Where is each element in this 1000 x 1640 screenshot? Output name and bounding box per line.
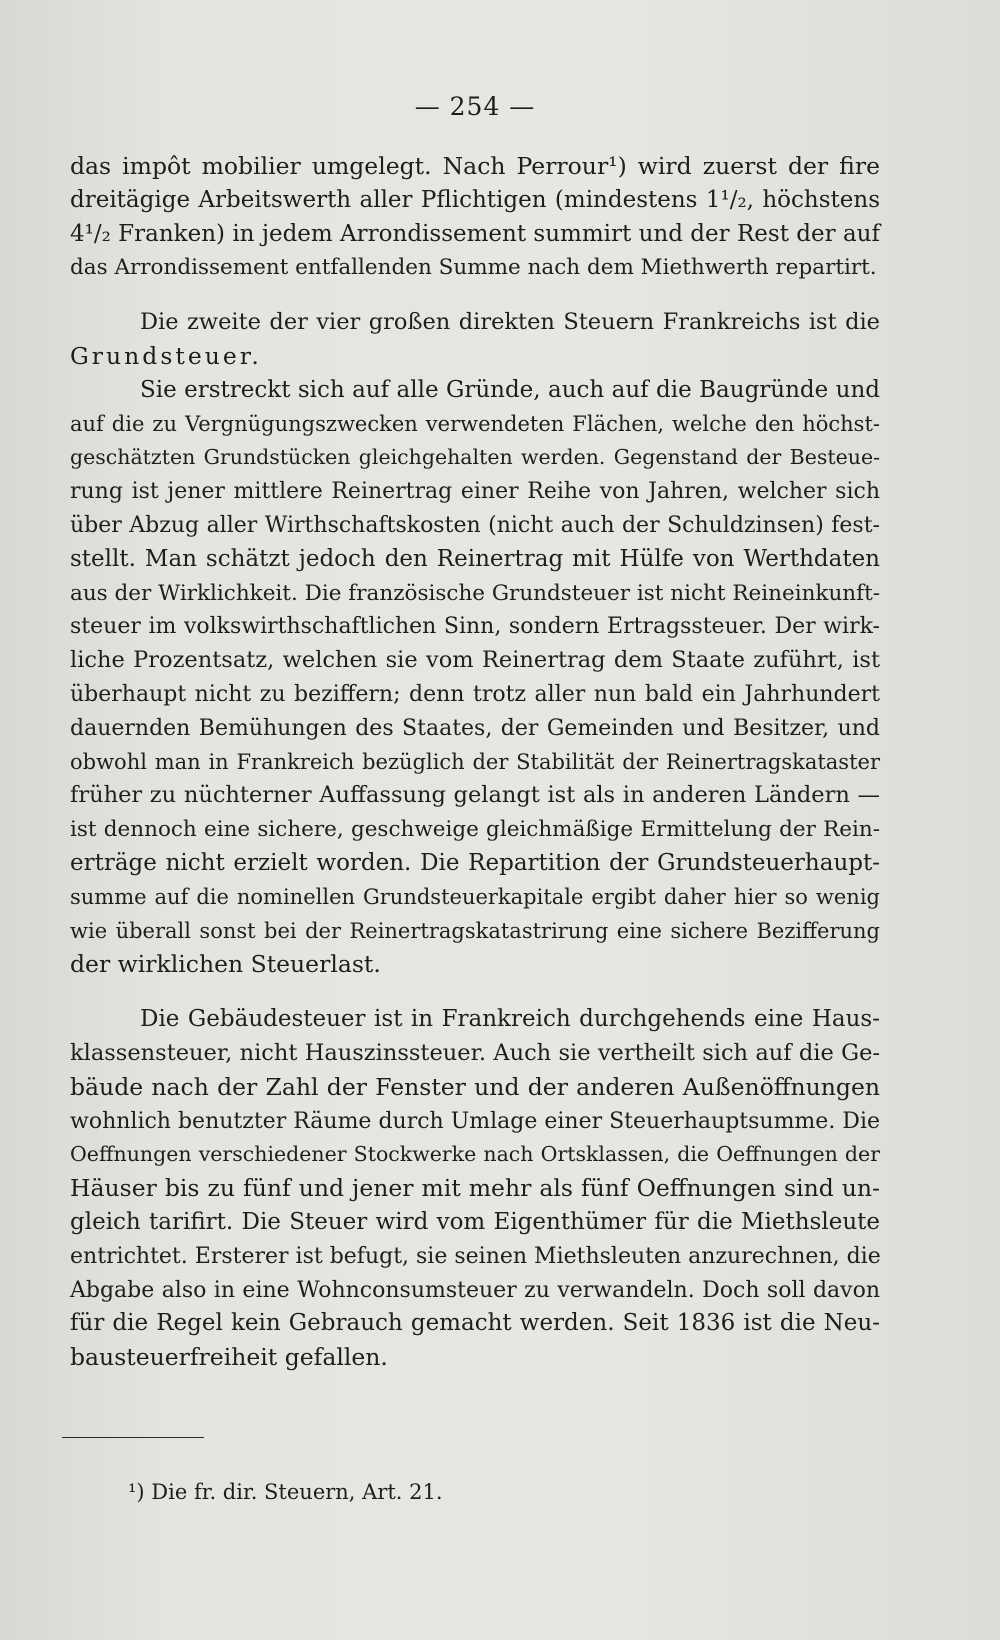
text-line: das Arrondissement entfallenden Summe nach dem Miethwerth repartirt. [70,255,877,281]
paragraph-4 [70,1003,880,1375]
text-line: ist dennoch eine sichere, geschweige gleichmäßige Ermittelung der Rein- [70,817,880,843]
text-line: das impôt mobilier umgelegt. Nach Perrour¹) wird zuerst der fire [70,152,880,180]
page-number: — 254 — [414,92,536,121]
text-line: liche Prozentsatz, welchen sie vom Reinertrag dem Staate zuführt, ist [70,647,880,674]
text-line: summe auf die nominellen Grundsteuerkapitale ergibt daher hier so wenig [70,884,880,909]
text-line: entrichtet. Ersterer ist befugt, sie seinen Miethsleuten anzurechnen, die [70,1243,881,1269]
text-line: bäude nach der Zahl der Fenster und der anderen Außenöffnungen [70,1072,880,1101]
text-line: auf die zu Vergnügungszwecken verwendeten Flächen, welche den höchst- [70,411,880,436]
text-line: obwohl man in Frankreich bezüglich der Stabilität der Reinertragskataster [70,749,880,774]
text-line: aus der Wirklichkeit. Die französische Grundsteuer ist nicht Reineinkunft- [70,580,880,606]
paragraph-2 [70,306,880,374]
text-line: rung ist jener mittlere Reinertrag einer Reihe von Jahren, welcher sich [70,479,880,505]
text-line: stellt. Man schätzt jedoch den Reinertrag mit Hülfe von Werthdaten [70,545,880,572]
text-line: wie überall sonst bei der Reinertragskatastrirung eine sichere Bezifferung [70,918,880,943]
text-line: bausteuerfreiheit gefallen. [70,1343,388,1372]
text-line: über Abzug aller Wirthschaftskosten (nicht auch der Schuldzinsen) fest- [70,512,880,538]
footnote: ¹) Die fr. dir. Steuern, Art. 21. [128,1480,443,1504]
text-line: dreitägige Arbeitswerth aller Pflichtigen (mindestens 1¹/₂, höchstens [70,186,880,213]
text-line: Abgabe also in eine Wohnconsumsteuer zu verwandeln. Doch soll davon [70,1277,880,1303]
text-line: wohnlich benutzter Räume durch Umlage einer Steuerhauptsumme. Die [70,1108,880,1134]
text-line: 4¹/₂ Franken) in jedem Arrondissement summirt und der Rest der auf [70,220,880,247]
text-line: erträge nicht erzielt worden. Die Repartition der Grundsteuerhaupt- [70,849,880,876]
text-line: Häuser bis zu fünf und jener mit mehr als fünf Oeffnungen sind un- [70,1174,880,1203]
text-line: klassensteuer, nicht Hauszinssteuer. Auch sie vertheilt sich auf die Ge- [70,1039,880,1066]
text-line: für die Regel kein Gebrauch gemacht werden. Seit 1836 ist die Neu- [70,1310,880,1337]
text-line: geschätzten Grundstücken gleichgehalten werden. Gegenstand der Besteue- [70,445,880,470]
text-line: Die Gebäudesteuer ist in Frankreich durchgehends eine Haus- [140,1006,880,1033]
text-line: überhaupt nicht zu beziffern; denn trotz aller nun bald ein Jahrhundert [70,681,880,707]
text-line: gleich tarifirt. Die Steuer wird vom Eigenthümer für die Miethsleute [70,1208,880,1235]
text-line: Die zweite der vier großen direkten Steuern Frankreichs ist die [140,309,880,336]
footnote-divider [62,1437,204,1438]
paragraph-3 [70,374,880,982]
text-line: dauernden Bemühungen des Staates, der Gemeinden und Besitzer, und [70,715,880,741]
text-line: steuer im volkswirthschaftlichen Sinn, sondern Ertragssteuer. Der wirk- [70,614,880,640]
paragraph-1 [70,150,880,285]
body-text [70,150,880,1375]
text-line: früher zu nüchterner Auffassung gelangt ist als in anderen Ländern — [70,782,880,809]
text-line: Grundsteuer. [70,341,262,370]
text-line: Oeffnungen verschiedener Stockwerke nach Ortsklassen, die Oeffnungen der [70,1142,880,1167]
text-line: Sie erstreckt sich auf alle Gründe, auch auf die Baugründe und [140,376,880,403]
text-line: der wirklichen Steuerlast. [70,950,381,979]
